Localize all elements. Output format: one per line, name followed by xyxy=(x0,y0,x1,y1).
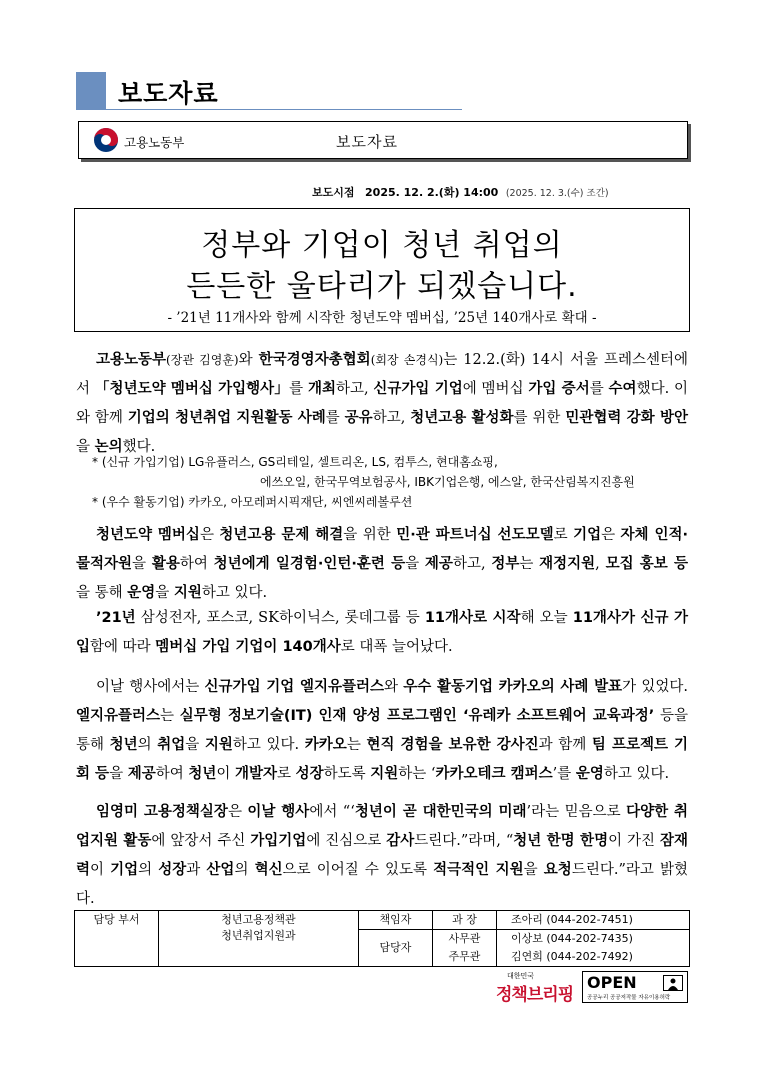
press-release-label: 보도자료 xyxy=(336,133,398,151)
new-members-line-1: * (신규 가입기업) LG유플러스, GS리테일, 셀트리온, LS, 컴투스, 현대홈쇼핑, xyxy=(92,455,498,469)
government-emblem-icon xyxy=(93,127,119,153)
department-line-2: 청년취업지원과 xyxy=(221,929,296,942)
kogl-open-badge xyxy=(582,971,688,1003)
release-time-label: 보도시점 xyxy=(312,186,355,199)
manager-title-2-cell: 주무관 xyxy=(433,948,497,967)
policy-briefing-logo-text: 정책브리핑 xyxy=(496,985,574,1005)
policy-briefing-logo xyxy=(496,980,573,1005)
organization-box xyxy=(78,121,688,159)
department-line-1: 청년고용정책관 xyxy=(221,913,296,926)
responsible-title-cell: 과 장 xyxy=(433,911,497,930)
open-badge-subtext: 공공누리 공공저작물 자유이용허락 xyxy=(587,995,671,1001)
manager-person-1-cell: 이상보 (044-202-7435) xyxy=(497,930,690,949)
newspaper-edition: (2025. 12. 3.(수) 조간) xyxy=(505,188,609,199)
body-paragraph-4: 이날 행사에서는 신규가입 기업 엘지유플러스와 우수 활동기업 카카오의 사례 발표가 있었다. 엘지유플러스는 실무형 정보기술(IT) 인재 양성 프로그램인 ‘유레카 소프트웨어 교육과정’ 등을 통해 청년의 취업을 지원하고 있다. 카카오는 현직 경험을 보유한 강사진과 함께 팀 프로젝트 기회 등을 제공하여 청년이 개발자로 성장하도록 지원하는 ‘카카오테크 캠퍼스’를 운영하고 있다. xyxy=(76,679,689,782)
headline-line-1: 정부와 기업이 청년 취업의 xyxy=(201,228,563,263)
manager-title-1-cell: 사무관 xyxy=(433,930,497,949)
document-type-title: 보도자료 xyxy=(118,79,219,108)
responsible-person-cell: 조아리 (044-202-7451) xyxy=(497,911,690,930)
body-paragraph-5: 임영미 고용정책실장은 이날 행사에서 “‘청년이 곧 대한민국의 미래’라는 믿음으로 다양한 취업지원 활동에 앞장서 주신 가입기업에 진심으로 감사드린다.”라며, “청년 한명 한명이 가진 잠재력이 기업의 성장과 산업의 혁신으로 이어질 수 있도록 적극적인 지원을 요청드린다.”라고 밝혔다. xyxy=(76,804,688,907)
manager-person-2-cell: 김연희 (044-202-7492) xyxy=(497,948,690,967)
body-paragraph-2: 청년도약 멤버십은 청년고용 문제 해결을 위한 민·관 파트너십 선도모델로 기업은 자체 인적·물적자원을 활용하여 청년에게 일경험·인턴·훈련 등을 제공하고, 정부는 재정지원, 모집 홍보 등을 통해 운영을 지원하고 있다. xyxy=(76,527,689,601)
excellent-members-line: * (우수 활동기업) 카카오, 아모레퍼시픽재단, 씨엔씨레볼루션 xyxy=(92,495,413,509)
member-company-notes xyxy=(92,452,635,512)
responsible-label-cell: 책임자 xyxy=(359,911,433,930)
department-label-cell: 담당 부서 xyxy=(75,911,159,967)
open-badge-text: OPEN xyxy=(587,973,637,992)
contact-table xyxy=(74,910,690,967)
department-cell xyxy=(159,911,359,967)
headline-subtitle: - ’21년 11개사와 함께 시작한 청년도약 멤버십, ’25년 140개사로 확대 - xyxy=(167,310,597,326)
organization-name: 고용노동부 xyxy=(124,135,185,150)
attribution-person-icon xyxy=(663,975,683,991)
new-members-line-2: 에쓰오일, 한국무역보험공사, IBK기업은행, 에스알, 한국산림복지진흥원 xyxy=(260,475,635,489)
header-accent-block xyxy=(76,72,106,110)
release-time xyxy=(312,184,609,200)
headline-box xyxy=(74,208,690,332)
release-datetime: 2025. 12. 2.(화) 14:00 xyxy=(365,186,499,199)
manager-label-cell: 담당자 xyxy=(359,930,433,967)
headline-line-2: 든든한 울타리가 되겠습니다. xyxy=(186,269,578,304)
body-paragraph-3: ’21년 삼성전자, 포스코, SK하이닉스, 롯데그룹 등 11개사로 시작해 오늘 11개사가 신규 가입함에 따라 멤버십 가입 기업이 140개사로 대폭 늘어났다. xyxy=(76,610,688,655)
body-paragraph-1: 고용노동부(장관 김영훈)와 한국경영자총협회(회장 손경식)는 12.2.(화) 14시 서울 프레스센터에서 「청년도약 멤버십 가입행사」를 개최하고, 신규가입 기업에 멤버십 가입 증서를 수여했다. 이와 함께 기업의 청년취업 지원활동 사례를 공유하고, 청년고용 활성화를 위한 민관협력 강화 방안을 논의했다. xyxy=(76,352,689,455)
policy-briefing-logo-small-text: 대한민국 xyxy=(507,972,535,980)
header-underline xyxy=(106,109,462,110)
